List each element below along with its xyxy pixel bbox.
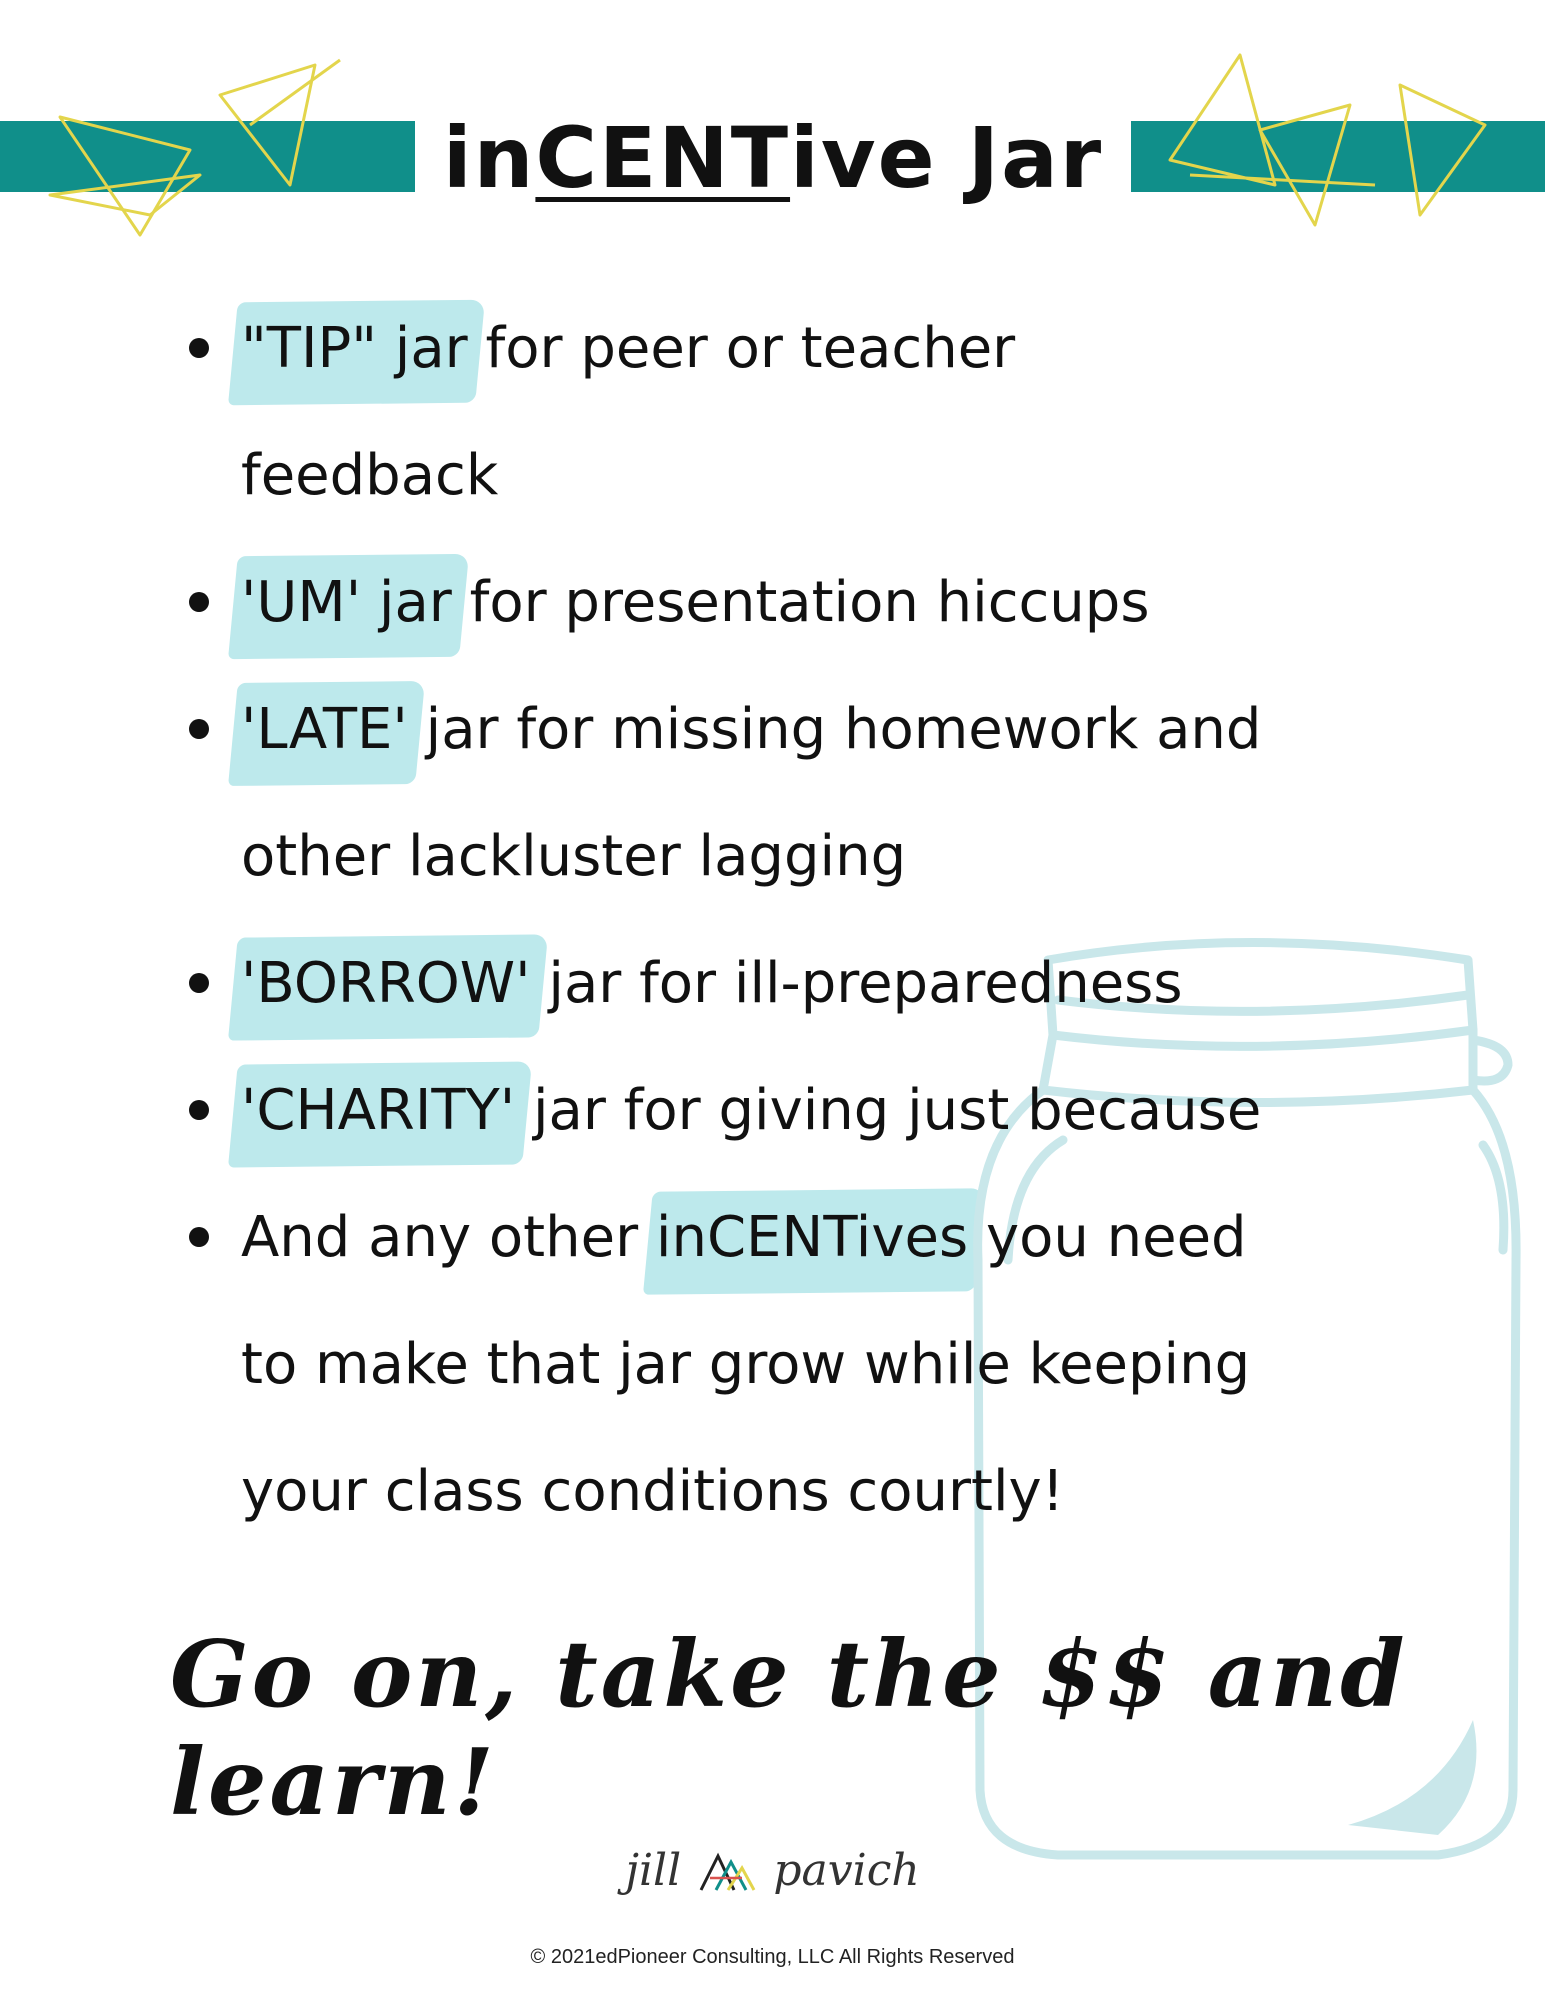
list-item — [185, 539, 1485, 666]
item-text: you need — [968, 1205, 1247, 1270]
highlighted-phrase: inCENTives — [656, 1174, 968, 1301]
copyright-text: © 2021edPioneer Consulting, LLC All Rights Reserved — [530, 1946, 1015, 1968]
list-item — [185, 920, 1485, 1047]
item-text: for presentation hiccups — [451, 570, 1150, 635]
highlighted-phrase: 'BORROW' — [241, 920, 531, 1047]
list-item — [185, 285, 1485, 539]
incentive-list — [185, 285, 1485, 1555]
triangle-doodle-right-icon — [1165, 45, 1525, 235]
tagline: Go on, take the $$ and learn! — [170, 1620, 1408, 1836]
item-text: for peer or teacher — [467, 316, 1016, 381]
item-continuation: other lackluster lagging — [241, 824, 907, 889]
item-text: jar for missing homework and — [407, 697, 1262, 762]
bullet-icon — [189, 338, 209, 358]
brand-logo — [0, 1845, 1545, 1896]
logo-first-name: jill — [625, 1845, 682, 1896]
item-continuation: feedback — [241, 443, 499, 508]
item-text: jar for ill-preparedness — [530, 951, 1183, 1016]
title-emphasis: CENT — [535, 109, 791, 207]
page-title — [415, 98, 1131, 218]
highlighted-phrase: 'CHARITY' — [241, 1047, 515, 1174]
item-continuation: your class conditions courtly! — [241, 1459, 1065, 1524]
item-continuation: to make that jar grow while keeping — [241, 1332, 1251, 1397]
bullet-icon — [189, 592, 209, 612]
title-prefix: in — [442, 109, 536, 207]
highlighted-phrase: "TIP" jar — [241, 285, 468, 412]
title-suffix: ive Jar — [790, 109, 1104, 207]
highlighted-phrase: 'LATE' — [241, 666, 408, 793]
item-lead-text: And any other — [241, 1205, 656, 1270]
bullet-icon — [189, 1227, 209, 1247]
highlighted-phrase: 'UM' jar — [241, 539, 452, 666]
list-item — [185, 1174, 1485, 1555]
triangle-doodle-left-icon — [40, 55, 360, 255]
item-text: jar for giving just because — [515, 1078, 1262, 1143]
bullet-icon — [189, 719, 209, 739]
triangle-logo-icon — [698, 1848, 756, 1894]
bullet-icon — [189, 973, 209, 993]
list-item — [185, 666, 1485, 920]
list-item — [185, 1047, 1485, 1174]
bullet-icon — [189, 1100, 209, 1120]
logo-last-name: pavich — [773, 1845, 920, 1896]
